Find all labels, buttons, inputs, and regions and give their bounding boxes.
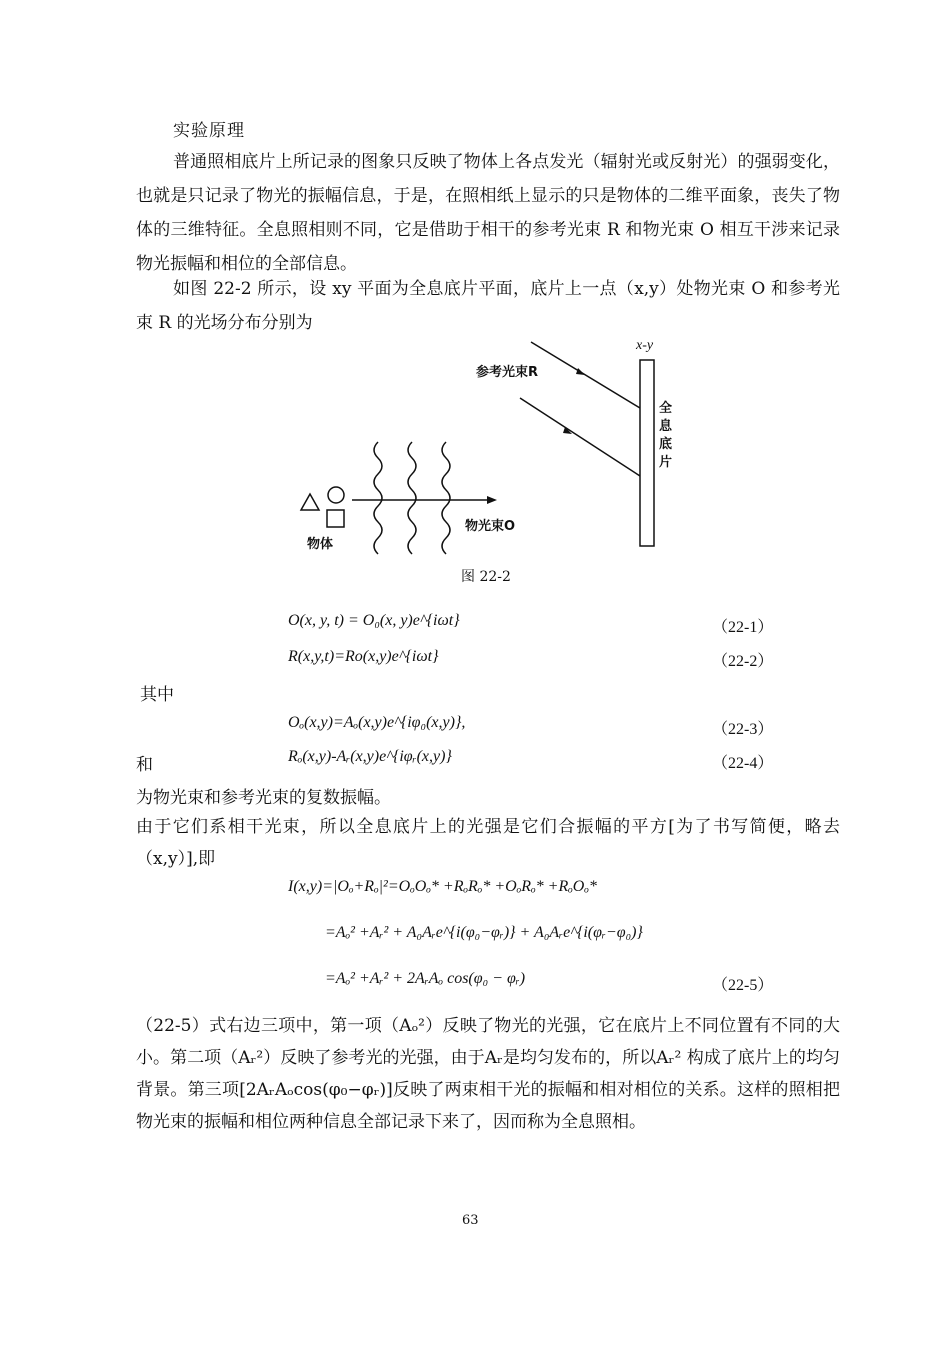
label-object: 物体 [307, 537, 334, 552]
section-title: 实验原理 [173, 121, 245, 141]
paragraph-intro: 普通照相底片上所记录的图象只反映了物体上各点发光（辐射光或反射光）的强弱变化，也就是只记录了物光的振幅信息，于是，在照相纸上显示的只是物体的二维平面象，丧失了物体的三维特征。全息照相则不同，它是借助于相干的参考光束 R 和物光束 O 相互干涉来记录物光振幅和相位的全部信息。 [136, 152, 840, 274]
paragraph-explanation: （22-5）式右边三项中，第一项（Aₒ²）反映了物光的光强，它在底片上不同位置有不同的大小。第二项（Aᵣ²）反映了参考光的光强，由于Aᵣ是均匀发布的，所以Aᵣ² 构成了底片上的均匀背景。第三项[2AᵣAₒcos(φ₀−φᵣ)]反映了两束相干光的振幅和相对相位的关系。这样的照相把物光束的振幅和相位两种信息全部记录下来了，因而称为全息照相。 [136, 1016, 840, 1132]
plate-char: 片 [659, 455, 673, 470]
paragraph-setup: 如图 22-2 所示，设 xy 平面为全息底片平面，底片上一点（x,y）处物光束 O 和参考光束 R 的光场分布分别为 [136, 279, 840, 333]
square-shape [327, 510, 344, 527]
label-object-beam: 物光束O [465, 519, 516, 534]
circle-shape [328, 487, 344, 503]
arrow-head-upper [576, 368, 585, 375]
equation-22-5a: I(x,y)=|Oₒ+Rₒ|²=OₒOₒ* +RₒRₒ* +OₒRₒ* +RₒOₒ* [288, 878, 597, 895]
plate-char: 息 [659, 419, 673, 434]
plate-char: 全 [659, 401, 673, 416]
equation-22-5b: =Aₒ² +Aᵣ² + A₀Aᵣe^{i(φ₀−φᵣ)} + A₀Aᵣe^{i(φᵣ−φ₀)} [325, 924, 643, 941]
figure-caption: 图 22-2 [461, 569, 511, 585]
wavefront-2 [408, 442, 416, 554]
coherent-paragraph: 由于它们系相干光束，所以全息底片上的光强是它们合振幅的平方[为了书写简便，略去（x,y）],即 [136, 817, 840, 869]
hologram-plate [640, 360, 654, 546]
label-xy: x-y [636, 338, 654, 353]
equation-number-22-5: （22-5） [712, 977, 774, 994]
label-hologram-plate [659, 400, 675, 472]
page-number: 63 [462, 1213, 479, 1228]
equation-number-22-2: （22-2） [712, 653, 774, 670]
triangle-shape [301, 494, 319, 510]
reference-beam-lower [520, 398, 640, 476]
equation-22-1: O(x, y, t) = O₀(x, y)e^{iωt} [288, 612, 460, 629]
amplitude-line: 为物光束和参考光束的复数振幅。 [136, 788, 391, 808]
wavefront-3 [442, 442, 450, 554]
figure-holography-setup [0, 330, 950, 600]
equation-22-3: Oₒ(x,y)=Aₒ(x,y)e^{iφ₀(x,y)}, [288, 714, 466, 731]
equation-number-22-3: （22-3） [712, 721, 774, 738]
equation-number-22-1: （22-1） [712, 619, 774, 636]
plate-char: 底 [659, 437, 673, 452]
where-label: 其中 [140, 685, 174, 705]
equation-22-2: R(x,y,t)=Ro(x,y)e^{iωt} [288, 648, 439, 665]
object-beam-arrow [487, 496, 497, 504]
and-label: 和 [136, 755, 153, 775]
equation-number-22-4: （22-4） [712, 755, 774, 772]
reference-beam-upper [531, 342, 640, 408]
equation-22-5c: =Aₒ² +Aᵣ² + 2AᵣAₒ cos(φ₀ − φᵣ) [325, 970, 526, 987]
equation-22-4: Rₒ(x,y)-Aᵣ(x,y)e^{iφᵣ(x,y)} [288, 748, 452, 765]
wavefront-1 [374, 442, 382, 554]
label-reference-beam: 参考光束R [476, 365, 539, 380]
